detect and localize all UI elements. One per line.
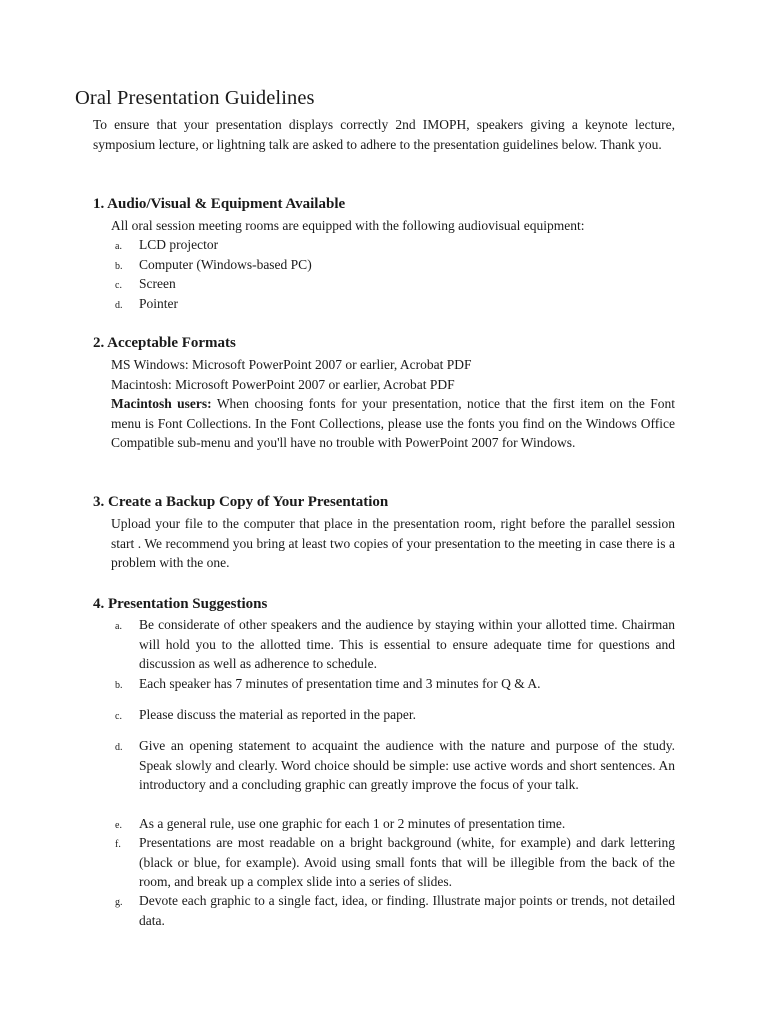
list-item-text: Screen	[139, 276, 176, 291]
list-marker: g.	[115, 897, 123, 908]
list-item-text: LCD projector	[139, 237, 219, 252]
list-marker: e.	[115, 820, 122, 831]
page-title: Oral Presentation Guidelines	[75, 87, 315, 109]
list-item	[111, 615, 675, 674]
equipment-intro: All oral session meeting rooms are equipped with the following audiovisual equipment:	[111, 218, 585, 233]
list-marker: a.	[115, 241, 122, 252]
format-line-windows: MS Windows: Microsoft PowerPoint 2007 or earlier, Acrobat PDF	[111, 357, 472, 372]
list-marker: f.	[115, 839, 121, 850]
list-marker: d.	[115, 300, 123, 311]
formats-body	[111, 355, 675, 453]
list-item	[111, 674, 675, 694]
list-item	[111, 833, 675, 892]
section-heading-suggestions: 4. Presentation Suggestions	[93, 596, 268, 612]
format-line-macintosh: Macintosh: Microsoft PowerPoint 2007 or earlier, Acrobat PDF	[111, 376, 455, 392]
macintosh-note-label: Macintosh users:	[111, 396, 212, 411]
list-item-text: Devote each graphic to a single fact, idea, or finding. Illustrate major points or trends, not detailed data.	[139, 893, 675, 928]
list-marker: a.	[115, 621, 122, 632]
list-item-text: Please discuss the material as reported in the paper.	[139, 707, 417, 722]
section-heading-formats: 2. Acceptable Formats	[93, 335, 236, 351]
list-item	[111, 814, 675, 834]
list-item-text: Presentations are most readable on a bright background (white, for example) and dark lettering (black or blue, for example). Avoid using small fonts that will be illegible from the back of the room, and break up a complex slide into a series of slides.	[139, 835, 675, 889]
list-item	[111, 705, 675, 725]
list-item-text: Give an opening statement to acquaint the audience with the nature and purpose of the study. Speak slowly and clearly. Word choice should be simple: use active words and short sentences. An introductory and a concluding graphic can greatly improve the focus of your talk.	[139, 738, 675, 792]
list-marker: d.	[115, 742, 123, 753]
list-item-text: Computer (Windows-based PC)	[139, 257, 312, 272]
list-item	[111, 255, 675, 275]
list-item-text: Pointer	[139, 296, 178, 311]
macintosh-note-text: When choosing fonts for your presentation, notice that the first item on the Font menu is Font Collections. In the Font Collections, please use the fonts you find on the Windows Office Compatible sub-menu and you'll have no trouble with PowerPoint 2007 for Windows.	[111, 396, 675, 450]
list-item	[111, 235, 675, 255]
macintosh-note	[111, 396, 675, 450]
list-item	[111, 891, 675, 930]
intro-paragraph: To ensure that your presentation displays correctly 2nd IMOPH, speakers giving a keynote lecture, symposium lecture, or lightning talk are asked to adhere to the presentation guidelines below. Thank you.	[93, 117, 675, 152]
list-marker: b.	[115, 680, 123, 691]
list-item	[111, 274, 675, 294]
list-marker: c.	[115, 280, 122, 291]
section-heading-backup: 3. Create a Backup Copy of Your Presentation	[93, 494, 389, 510]
list-item-text: As a general rule, use one graphic for each 1 or 2 minutes of presentation time.	[139, 816, 566, 831]
list-marker: c.	[115, 711, 122, 722]
section-heading-equipment: 1. Audio/Visual & Equipment Available	[93, 196, 346, 212]
list-item	[111, 294, 675, 314]
list-item	[111, 736, 675, 795]
list-item-text: Be considerate of other speakers and the audience by staying within your allotted time. Chairman will hold you to the allotted time. This is essential to ensure adequate time for questions and discussion as well as adherence to schedule.	[139, 617, 675, 671]
list-item-text: Each speaker has 7 minutes of presentation time and 3 minutes for Q & A.	[139, 676, 541, 691]
backup-paragraph: Upload your file to the computer that place in the presentation room, right before the parallel session start . We recommend you bring at least two copies of your presentation to the meeting in case there is a problem with the one.	[111, 516, 675, 570]
list-marker: b.	[115, 261, 123, 272]
